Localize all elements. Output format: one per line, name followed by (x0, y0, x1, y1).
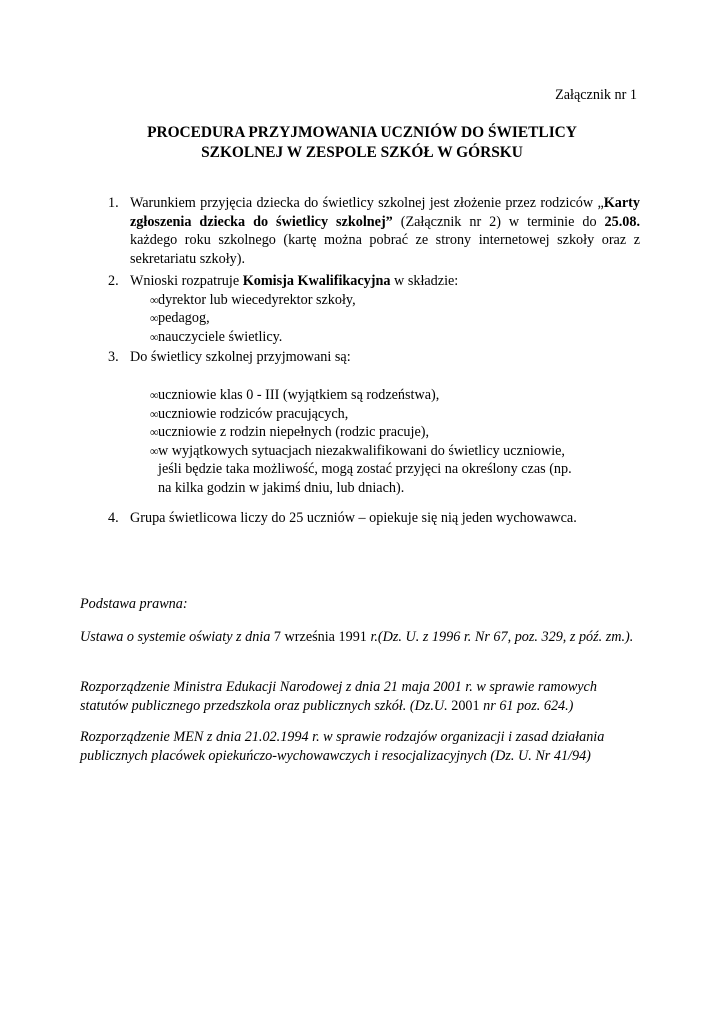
infinity-bullet-icon: ∞ (150, 292, 159, 307)
list-item (80, 509, 640, 528)
item-number: 4. (108, 510, 119, 526)
title-line-2: SZKOLNEJ W ZESPOLE SZKÓŁ W GÓRSKU (201, 144, 523, 161)
bullet-text: uczniowie z rodzin niepełnych (rodzic pracuje), (158, 424, 430, 440)
deadline-date: 25.08. (604, 213, 640, 230)
infinity-bullet-icon: ∞ (150, 329, 159, 344)
bullet-text: dyrektor lub wiecedyrektor szkoły, (158, 291, 356, 308)
procedure-item-4 (80, 509, 640, 528)
legal-reference-1 (80, 628, 644, 647)
legal-reference-3: Rozporządzenie MEN z dnia 21.02.1994 r. w sprawie rodzajów organizacji i zasad działania publicznych placówek opiekuńczo-wychowawczych i resocjalizacyjnych (Dz. U. Nr 41/94) (80, 729, 605, 764)
item-text: (Załącznik nr 2) w terminie do (392, 213, 605, 230)
legal-text: 2001 (451, 697, 480, 714)
item-text: Grupa świetlicowa liczy do 25 uczniów – opiekuje się nią jeden wychowawca. (130, 510, 577, 526)
procedure-item-1 (80, 194, 640, 268)
legal-text: Rozporządzenie Ministra Edukacji Narodowej z dnia 21 maja 2001 r. w sprawie ramowych statutów publicznego przedszkola oraz publicznych szkół. (Dz.U. (80, 679, 597, 714)
bullet-item (80, 405, 640, 424)
item-number: 3. (108, 349, 119, 365)
bullet-item (80, 386, 640, 405)
bullet-text: pedagog, (158, 310, 210, 326)
procedure-item-3 (80, 348, 640, 367)
infinity-bullet-icon: ∞ (150, 311, 159, 325)
page-title (80, 123, 644, 163)
bullet-text: uczniowie rodziców pracujących, (158, 405, 349, 422)
list-item (80, 194, 640, 268)
item-number: 1. (108, 195, 119, 211)
item-text: każdego roku szkolnego (kartę można pobrać ze strony internetowej szkoły oraz z sekretariatu szkoły). (130, 232, 640, 267)
procedure-item-2 (80, 272, 640, 346)
item-text: Do świetlicy szkolnej przyjmowani są: (130, 349, 351, 365)
procedure-item-3-bullets (80, 386, 640, 497)
bullet-text: nauczyciele świetlicy. (158, 328, 283, 345)
item-text: Wnioski rozpatruje (130, 273, 243, 289)
legal-text: 7 września (273, 629, 335, 645)
legal-text: r.(Dz. U. z 1996 r. Nr 67, poz. 329, z póź. zm.). (370, 629, 634, 645)
list-item (80, 348, 640, 367)
legal-basis-heading: Podstawa prawna: (80, 596, 188, 612)
infinity-bullet-icon: ∞ (150, 443, 159, 458)
bullet-item (80, 309, 640, 328)
legal-text: nr 61 poz. 624.) (479, 697, 574, 714)
infinity-bullet-icon: ∞ (150, 406, 159, 421)
infinity-bullet-icon: ∞ (150, 388, 159, 402)
legal-text: Ustawa o systemie oświaty z dnia (80, 629, 274, 645)
item-number: 2. (108, 273, 119, 289)
item-text: Warunkiem przyjęcia dziecka do świetlicy szkolnej jest złożenie przez rodziców „ (130, 195, 604, 211)
item-bold-text: Komisja Kwalifikacyjna (242, 273, 391, 289)
infinity-bullet-icon: ∞ (150, 425, 159, 439)
bullet-item (80, 442, 572, 498)
bullet-text: uczniowie klas 0 - III (wyjątkiem są rodzeństwa), (158, 387, 440, 403)
bullet-text: w wyjątkowych sytuacjach niezakwalifikowani do świetlicy uczniowie, jeśli będzie taka możliwość, mogą zostać przyjęci na określony czas (np. na kilka godzin w jakimś dniu, lub dniach). (158, 442, 572, 496)
item-text: w składzie: (390, 273, 459, 289)
bullet-item (80, 423, 640, 442)
legal-text: 1991 (334, 629, 371, 645)
annex-label: Załącznik nr 1 (555, 87, 637, 103)
item-bold-text: Karty zgłoszenia dziecka do świetlicy szkolnej” (130, 195, 640, 230)
title-line-1: PROCEDURA PRZYJMOWANIA UCZNIÓW DO ŚWIETLICY (147, 124, 577, 141)
bullet-item (80, 291, 640, 310)
list-item (80, 272, 640, 291)
legal-reference-2 (80, 678, 644, 715)
bullet-item (80, 328, 640, 347)
